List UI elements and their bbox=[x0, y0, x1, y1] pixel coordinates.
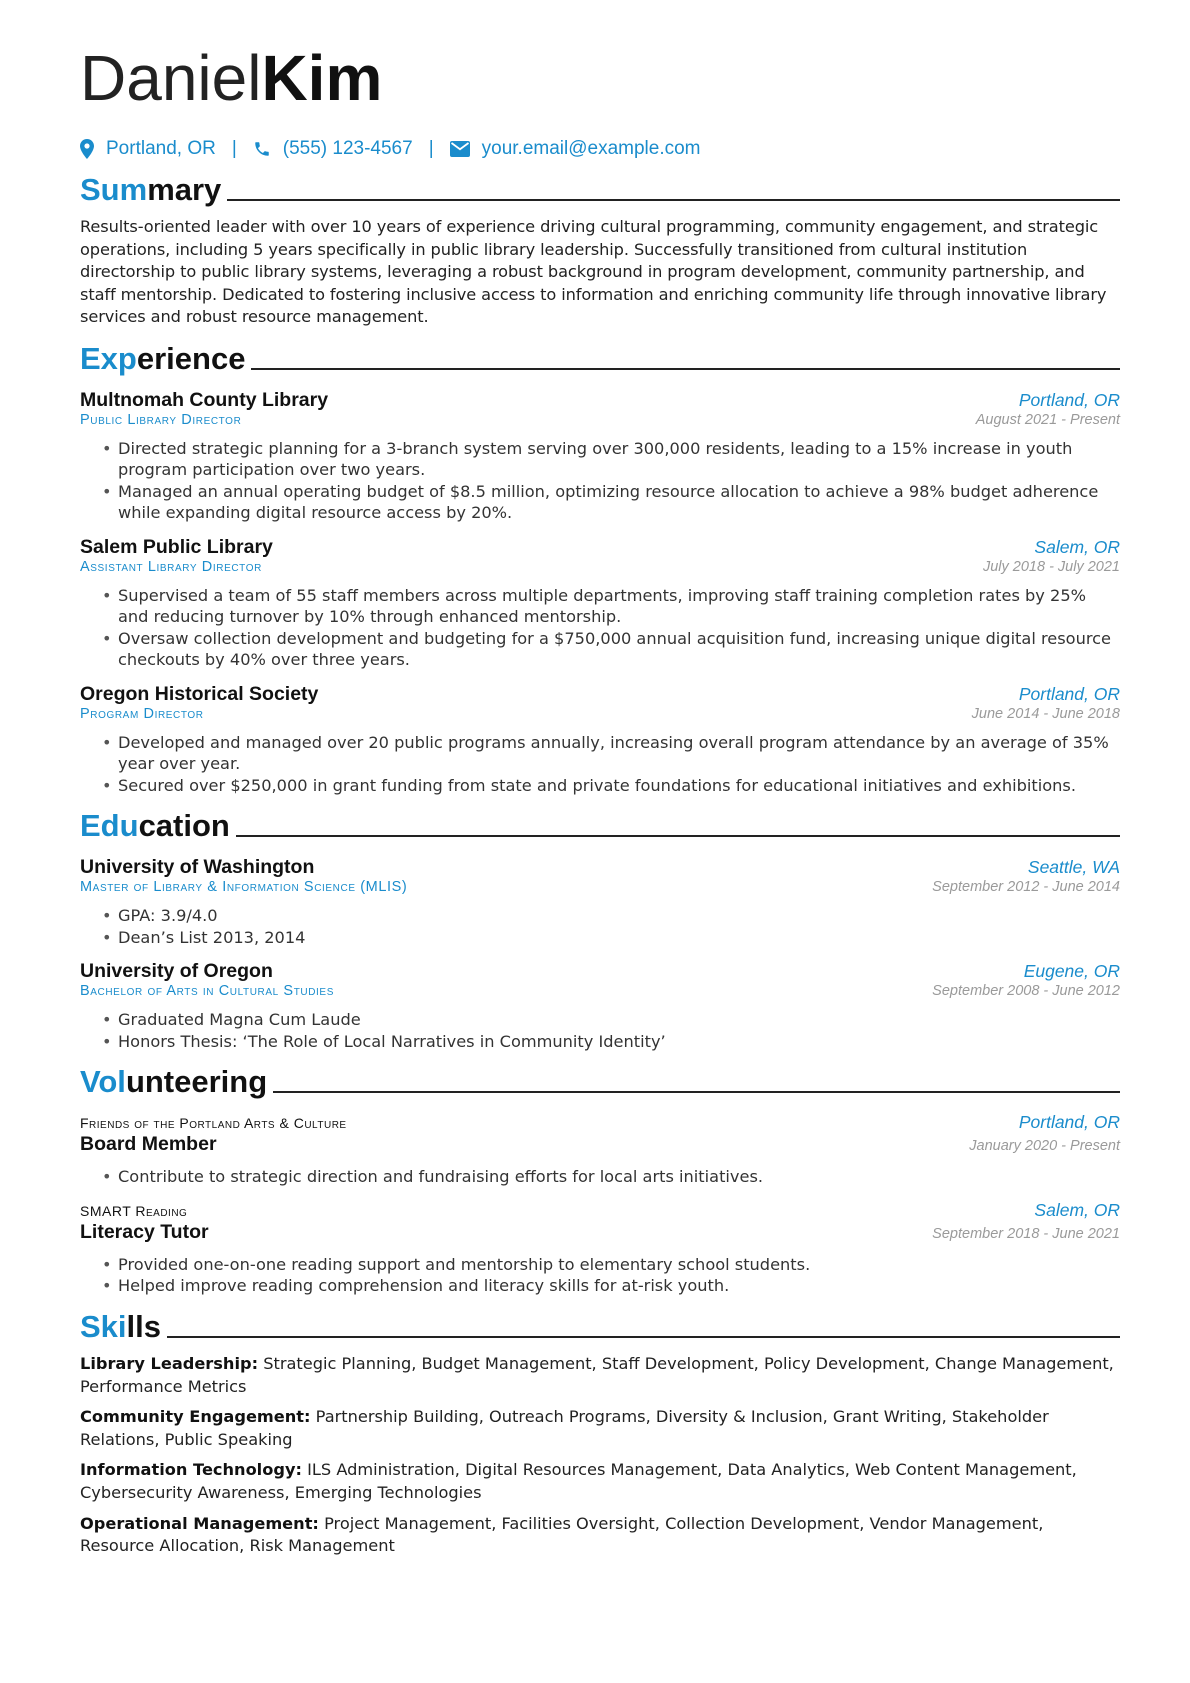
section-header bbox=[80, 168, 1120, 208]
map-pin-icon bbox=[80, 139, 94, 159]
volunteer-entry bbox=[80, 1112, 1120, 1188]
location-text: Portland, OR bbox=[106, 138, 216, 159]
bullet-list bbox=[80, 732, 1120, 797]
volunteer-org: SMART Reading bbox=[80, 1202, 188, 1219]
entry-location: Eugene, OR bbox=[1023, 961, 1120, 982]
education-entry bbox=[80, 960, 1120, 1052]
skill-list: Partnership Building, Outreach Programs, Diversity & Inclusion, Grant Writing, Stakeholder Relations, Public Speaking bbox=[80, 1407, 1049, 1449]
education-section bbox=[80, 804, 1120, 1052]
bullet-item: • Honors Thesis: ‘The Role of Local Narratives in Community Identity’ bbox=[102, 1031, 1120, 1053]
section-title: Summary bbox=[80, 172, 222, 207]
entry-location: Seattle, WA bbox=[1027, 857, 1120, 878]
section-title: Volunteering bbox=[80, 1064, 268, 1100]
skills-section bbox=[80, 1305, 1120, 1558]
entry-dates: January 2020 - Present bbox=[969, 1138, 1120, 1155]
skill-group bbox=[80, 1459, 1120, 1504]
section-header bbox=[80, 804, 1120, 844]
skill-label: Operational Management: bbox=[80, 1513, 319, 1533]
summary-section bbox=[80, 168, 1120, 329]
skill-label: Community Engagement: bbox=[80, 1407, 311, 1427]
envelope-icon bbox=[450, 141, 470, 157]
job-title: Assistant Library Director bbox=[80, 558, 262, 575]
experience-entry bbox=[80, 683, 1120, 797]
entry-dates: September 2008 - June 2012 bbox=[932, 983, 1120, 1000]
education-entry bbox=[80, 856, 1120, 948]
section-header bbox=[80, 337, 1120, 377]
degree-title: Master of Library & Information Science (MLIS) bbox=[80, 879, 408, 896]
section-rule bbox=[236, 835, 1120, 837]
bullet-item: • GPA: 3.9/4.0 bbox=[102, 905, 1120, 927]
entry-dates: August 2021 - Present bbox=[975, 411, 1120, 428]
skill-list: ILS Administration, Digital Resources Management, Data Analytics, Web Content Management, Cybersecurity Awareness, Emerging Technologies bbox=[80, 1460, 1077, 1502]
entry-dates: June 2014 - June 2018 bbox=[971, 705, 1120, 722]
contact-location bbox=[80, 138, 216, 160]
skill-group bbox=[80, 1513, 1120, 1558]
bullet-list bbox=[80, 1254, 1120, 1297]
skill-list: Strategic Planning, Budget Management, Staff Development, Policy Development, Change Management, Performance Metrics bbox=[80, 1353, 1114, 1396]
phone-text: (555) 123-4567 bbox=[282, 138, 413, 159]
bullet-item: • Dean’s List 2013, 2014 bbox=[102, 927, 1120, 949]
contact-separator: | bbox=[231, 138, 237, 159]
contact-email[interactable] bbox=[450, 138, 701, 160]
skill-group bbox=[80, 1353, 1120, 1398]
bullet-item: • Managed an annual operating budget of $8.5 million, optimizing resource allocation to achieve a 98% budget adherence while expanding digital resource access by 20%. bbox=[102, 481, 1120, 524]
bullet-list bbox=[80, 1166, 1120, 1188]
contact-phone[interactable] bbox=[253, 138, 413, 160]
contact-bar bbox=[80, 138, 1120, 160]
bullet-list bbox=[80, 905, 1120, 948]
bullet-list bbox=[80, 585, 1120, 671]
section-rule bbox=[227, 199, 1120, 201]
phone-icon bbox=[253, 140, 271, 158]
bullet-item: • Secured over $250,000 in grant funding from state and private foundations for educational initiatives and exhibitions. bbox=[102, 775, 1120, 797]
bullet-item: • Oversaw collection development and budgeting for a $750,000 annual acquisition fund, increasing unique digital resource checkouts by 40% over three years. bbox=[102, 628, 1120, 671]
job-title: Program Director bbox=[80, 705, 204, 722]
job-title: Public Library Director bbox=[80, 411, 242, 428]
employer-name: Oregon Historical Society bbox=[80, 682, 319, 705]
entry-dates: September 2018 - June 2021 bbox=[932, 1225, 1120, 1242]
bullet-item: • Helped improve reading comprehension and literacy skills for at-risk youth. bbox=[102, 1275, 1120, 1297]
employer-name: Multnomah County Library bbox=[80, 388, 329, 411]
volunteer-entry bbox=[80, 1200, 1120, 1297]
volunteer-role: Board Member bbox=[80, 1133, 217, 1156]
section-title: Skills bbox=[80, 1308, 161, 1344]
resume-page bbox=[80, 38, 1120, 1558]
school-name: University of Oregon bbox=[80, 960, 273, 983]
school-name: University of Washington bbox=[80, 856, 315, 879]
entry-location: Portland, OR bbox=[1018, 389, 1120, 410]
section-rule bbox=[251, 368, 1120, 370]
candidate-name bbox=[80, 38, 1120, 118]
entry-dates: July 2018 - July 2021 bbox=[982, 558, 1120, 575]
section-rule bbox=[167, 1336, 1120, 1338]
experience-entry bbox=[80, 536, 1120, 671]
skill-label: Library Leadership: bbox=[80, 1353, 259, 1373]
bullet-list bbox=[80, 438, 1120, 524]
email-link[interactable]: your.email@example.com bbox=[481, 138, 701, 159]
entry-dates: September 2012 - June 2014 bbox=[932, 879, 1120, 896]
skill-list: Project Management, Facilities Oversight, Collection Development, Vendor Management, Resource Allocation, Risk Management bbox=[80, 1513, 1044, 1556]
experience-section bbox=[80, 337, 1120, 797]
section-header bbox=[80, 1305, 1120, 1345]
bullet-item: • Contribute to strategic direction and fundraising efforts for local arts initiatives. bbox=[102, 1166, 1120, 1188]
skill-label: Information Technology: bbox=[80, 1460, 302, 1480]
entry-location: Salem, OR bbox=[1034, 1199, 1120, 1220]
entry-location: Salem, OR bbox=[1034, 536, 1120, 557]
bullet-item: • Developed and managed over 20 public programs annually, increasing overall program attendance by an average of 35% year over year. bbox=[102, 732, 1120, 775]
entry-location: Portland, OR bbox=[1018, 1112, 1120, 1133]
section-title: Experience bbox=[80, 340, 246, 376]
degree-title: Bachelor of Arts in Cultural Studies bbox=[80, 983, 334, 1000]
bullet-item: • Provided one-on-one reading support and mentorship to elementary school students. bbox=[102, 1254, 1120, 1276]
first-name: Daniel bbox=[80, 42, 262, 114]
bullet-list bbox=[80, 1009, 1120, 1052]
volunteer-org: Friends of the Portland Arts & Culture bbox=[80, 1115, 347, 1132]
employer-name: Salem Public Library bbox=[80, 535, 273, 558]
bullet-item: • Directed strategic planning for a 3-branch system serving over 300,000 residents, leading to a 15% increase in youth program participation over two years. bbox=[102, 438, 1120, 481]
summary-text: Results-oriented leader with over 10 years of experience driving cultural programming, community engagement, and strategic operations, including 5 years specifically in public library leadership. Successfully transitioned from cultural institution directorship to public library systems, leveraging a robust background in program development, community partnership, and staff mentorship. Dedicated to fostering inclusive access to information and enriching community life through innovative library services and robust resource management. bbox=[80, 217, 1107, 327]
volunteer-role: Literacy Tutor bbox=[80, 1220, 209, 1243]
section-title: Education bbox=[80, 808, 230, 844]
bullet-item: • Supervised a team of 55 staff members across multiple departments, improving staff training completion rates by 25% and reducing turnover by 10% through enhanced mentorship. bbox=[102, 585, 1120, 628]
contact-separator: | bbox=[428, 138, 434, 159]
experience-entry bbox=[80, 389, 1120, 524]
volunteering-section bbox=[80, 1060, 1120, 1297]
entry-location: Portland, OR bbox=[1018, 683, 1120, 704]
last-name: Kim bbox=[261, 42, 383, 114]
skill-group bbox=[80, 1406, 1120, 1451]
bullet-item: • Graduated Magna Cum Laude bbox=[102, 1009, 1120, 1031]
section-rule bbox=[273, 1091, 1120, 1093]
section-header bbox=[80, 1060, 1120, 1100]
